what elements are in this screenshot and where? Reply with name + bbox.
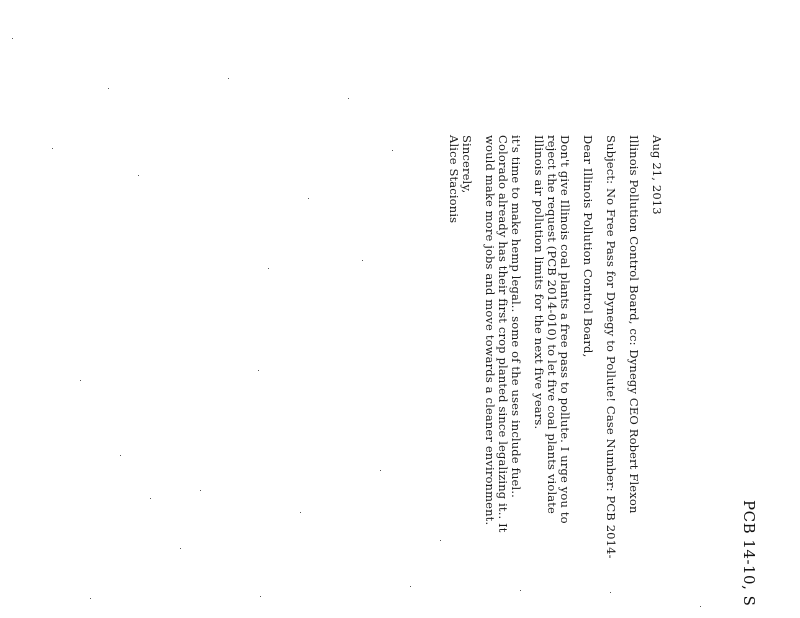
scan-speck xyxy=(120,455,121,456)
scan-speck xyxy=(180,548,181,549)
paragraph-1-line: Illinois air pollution limits for the next five years. xyxy=(532,135,546,430)
scan-speck xyxy=(410,586,411,587)
scan-speck xyxy=(80,380,81,381)
scan-speck xyxy=(610,592,611,593)
scan-speck xyxy=(150,498,151,499)
scan-speck xyxy=(200,490,201,491)
scan-speck xyxy=(138,175,139,176)
letter-date: Aug 21, 2013 xyxy=(650,135,664,215)
subject-line: Subject: No Free Pass for Dynegy to Pollute! Case Number: PCB 2014- xyxy=(604,135,618,559)
scan-speck xyxy=(520,590,521,591)
scan-speck xyxy=(258,370,259,371)
scan-speck xyxy=(700,606,701,607)
scan-speck xyxy=(348,98,349,99)
scan-speck xyxy=(300,512,301,513)
scan-speck xyxy=(108,88,109,89)
scan-speck xyxy=(52,148,53,149)
signature: Alice Stacionis xyxy=(447,135,461,224)
scan-speck xyxy=(440,540,441,541)
scan-speck xyxy=(268,268,269,269)
paragraph-1-line: Don't give Illinois coal plants a free pass to pollute. I urge you to xyxy=(558,135,572,524)
recipient-line: Illinois Pollution Control Board, cc: Dynegy CEO Robert Flexon xyxy=(627,135,641,514)
scan-speck xyxy=(362,260,363,261)
scan-speck xyxy=(392,150,393,151)
scan-speck xyxy=(308,198,309,199)
salutation: Dear Illinois Pollution Control Board, xyxy=(581,135,595,358)
paragraph-2-line: Colorado already has their first crop planted since legalizing it.. It xyxy=(496,135,510,533)
scan-speck xyxy=(380,470,381,471)
scan-speck xyxy=(228,78,229,79)
scan-speck xyxy=(90,598,91,599)
closing: Sincerely, xyxy=(460,135,474,194)
case-stamp: PCB 14-10, S xyxy=(740,500,758,607)
paragraph-1-line: reject the request (PCB 2014-010) to let five coal plants violate xyxy=(545,135,559,515)
scan-speck xyxy=(260,596,261,597)
paragraph-2-line: would make more jobs and move towards a cleaner environment. xyxy=(483,135,497,526)
scan-speck xyxy=(12,38,13,39)
paragraph-2-line: it's time to make hemp legal.. some of the uses include fuel.. xyxy=(509,135,523,498)
